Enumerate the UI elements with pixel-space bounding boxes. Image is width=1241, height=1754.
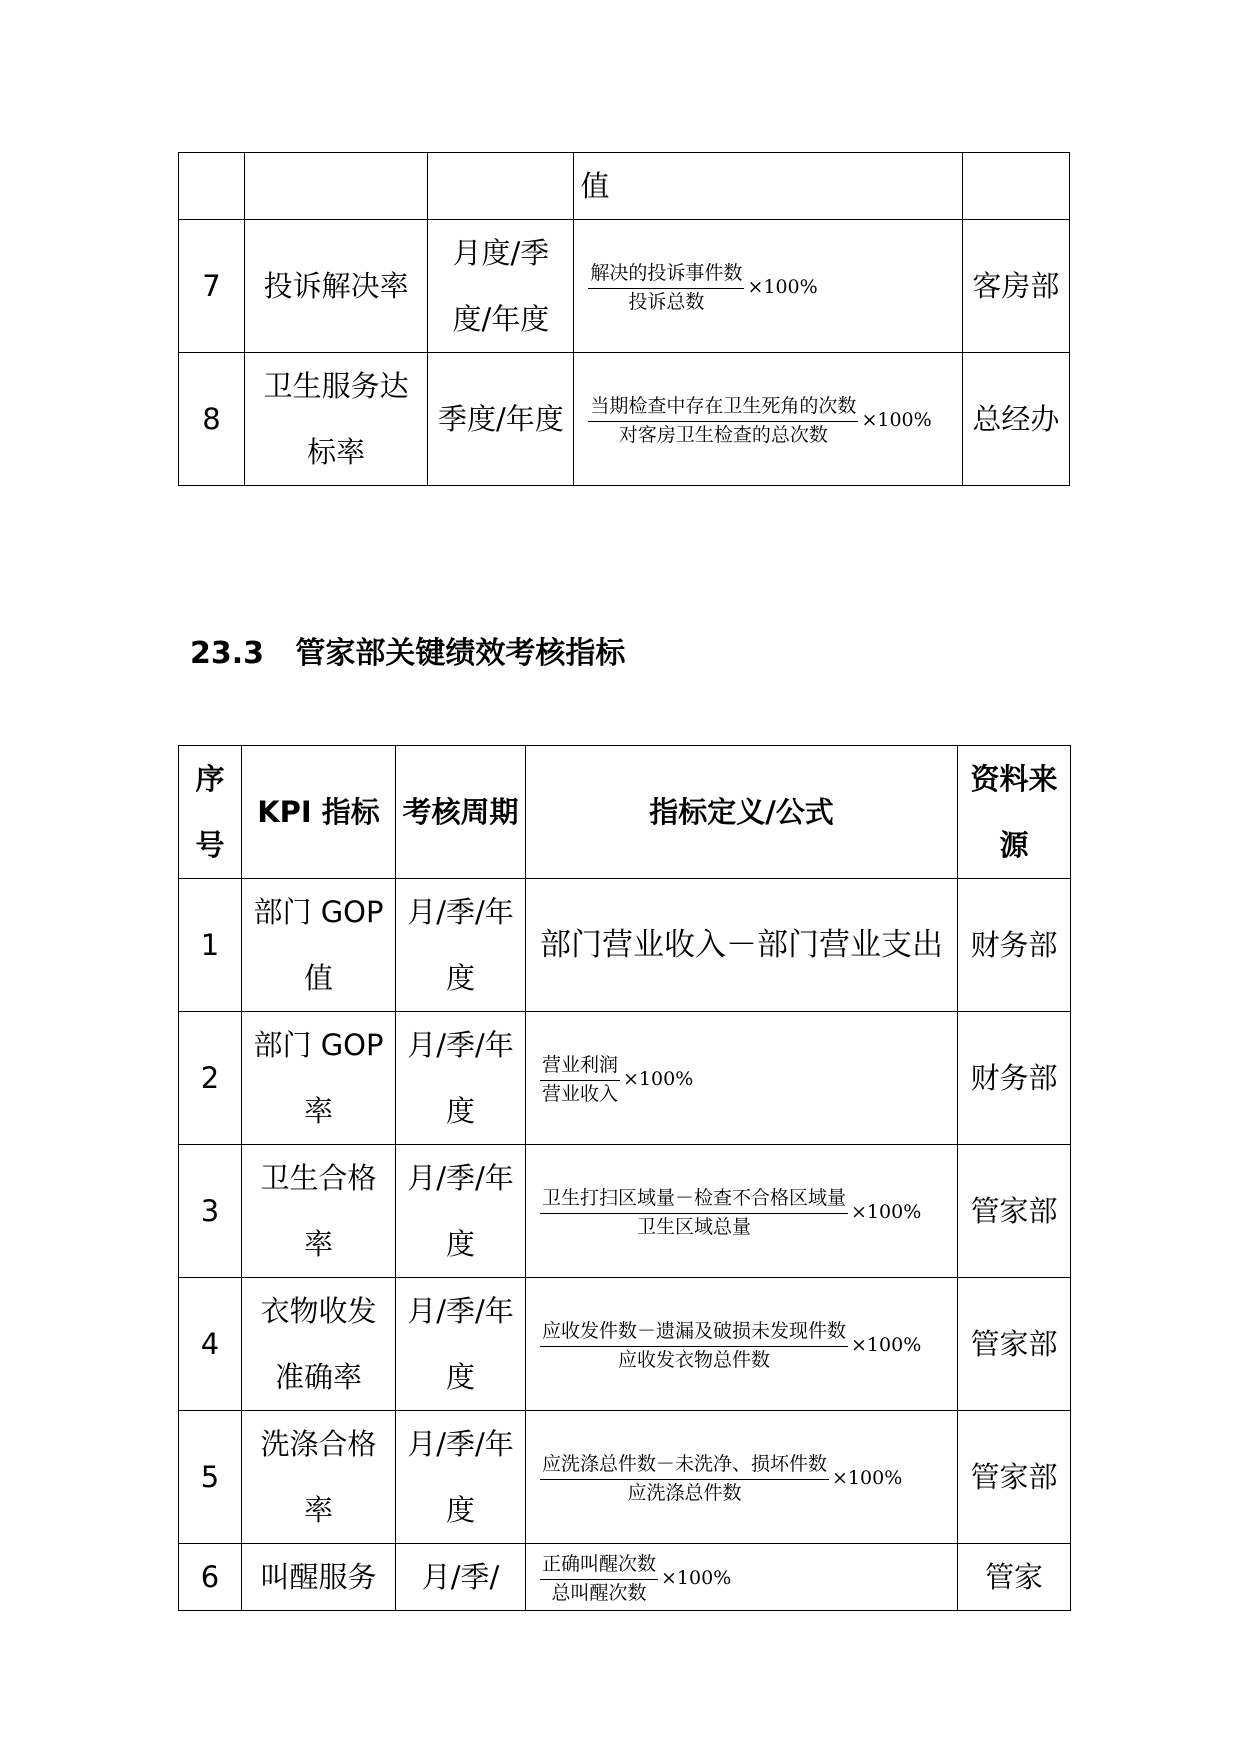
formula-multiplier: ×100% [832,1467,903,1490]
table-row [179,1145,1071,1278]
cell-no: 5 [179,1411,242,1544]
cell-source: 管家部 [958,1145,1071,1278]
cell-period [428,153,574,220]
cell-no: 3 [179,1145,242,1278]
cell-source: 财务部 [958,1012,1071,1145]
formula-numerator: 卫生打扫区域量－检查不合格区域量 [540,1187,848,1214]
formula-fraction [588,262,817,315]
cell-kpi: 叫醒服务 [242,1544,396,1611]
cell-definition: 值 [574,153,962,220]
cell-no: 8 [179,353,245,486]
section-number: 23.3 [190,636,265,671]
header-no: 序号 [179,746,242,879]
cell-period: 月/季/ [396,1544,526,1611]
cell-formula [574,353,962,486]
table-row [179,1411,1071,1544]
formula-multiplier: ×100% [661,1567,732,1590]
formula-fraction [540,1320,921,1373]
header-period: 考核周期 [396,746,526,879]
cell-formula [526,1012,958,1145]
formula-multiplier: ×100% [851,1334,922,1357]
cell-kpi: 衣物收发准确率 [242,1278,396,1411]
cell-kpi: 部门 GOP 值 [242,879,396,1012]
cell-kpi: 卫生合格率 [242,1145,396,1278]
formula-fraction [540,1453,902,1506]
cell-source: 财务部 [958,879,1071,1012]
formula-denominator: 应收发衣物总件数 [618,1348,771,1371]
cell-no: 6 [179,1544,242,1611]
cell-source: 管家 [958,1544,1071,1611]
formula-fraction [540,1187,921,1240]
formula-denominator: 应洗涤总件数 [627,1481,742,1504]
formula-numerator: 营业利润 [540,1054,620,1081]
cell-kpi: 部门 GOP 率 [242,1012,396,1145]
formula-numerator: 应收发件数－遗漏及破损未发现件数 [540,1320,848,1347]
cell-formula [526,1145,958,1278]
formula-fraction [540,1553,731,1606]
formula-multiplier: ×100% [861,409,932,432]
cell-formula [574,220,962,353]
formula-numerator: 应洗涤总件数－未洗净、损坏件数 [540,1453,829,1480]
formula-fraction [588,395,931,448]
cell-period: 月/季/年度 [396,1278,526,1411]
table-row [179,1012,1071,1145]
cell-period: 季度/年度 [428,353,574,486]
continued-kpi-table [178,152,1070,486]
table-row [179,879,1071,1012]
formula-denominator: 营业收入 [542,1082,619,1105]
header-source: 资料来源 [958,746,1071,879]
table-row [179,153,1070,220]
formula-multiplier: ×100% [747,276,818,299]
cell-period: 月度/季度/年度 [428,220,574,353]
table-header-row [179,746,1071,879]
cell-source: 管家部 [958,1278,1071,1411]
cell-no: 4 [179,1278,242,1411]
formula-denominator: 总叫醒次数 [551,1581,647,1604]
cell-kpi: 洗涤合格率 [242,1411,396,1544]
table-row [179,1544,1071,1611]
cell-kpi: 卫生服务达标率 [245,353,428,486]
formula-denominator: 对客房卫生检查的总次数 [618,423,828,446]
section-title: 管家部关键绩效考核指标 [295,636,626,671]
cell-no: 7 [179,220,245,353]
cell-source: 管家部 [958,1411,1071,1544]
cell-period: 月/季/年度 [396,1411,526,1544]
cell-kpi: 投诉解决率 [245,220,428,353]
cell-source: 客房部 [962,220,1069,353]
cell-definition: 部门营业收入－部门营业支出 [526,879,958,1012]
section-heading [190,628,625,672]
table-row [179,220,1070,353]
header-kpi: KPI 指标 [242,746,396,879]
cell-formula [526,1544,958,1611]
formula-numerator: 正确叫醒次数 [540,1553,658,1580]
formula-numerator: 当期检查中存在卫生死角的次数 [588,395,858,422]
formula-multiplier: ×100% [851,1201,922,1224]
cell-source [962,153,1069,220]
cell-period: 月/季/年度 [396,879,526,1012]
formula-denominator: 卫生区域总量 [637,1215,752,1238]
cell-formula [526,1278,958,1411]
formula-denominator: 投诉总数 [628,290,705,313]
formula-multiplier: ×100% [623,1068,694,1091]
table-row [179,353,1070,486]
formula-fraction [540,1054,693,1107]
table-row [179,1278,1071,1411]
cell-source: 总经办 [962,353,1069,486]
cell-period: 月/季/年度 [396,1145,526,1278]
cell-no [179,153,245,220]
cell-no: 1 [179,879,242,1012]
header-definition: 指标定义/公式 [526,746,958,879]
cell-kpi [245,153,428,220]
cell-formula [526,1411,958,1544]
cell-no: 2 [179,1012,242,1145]
cell-period: 月/季/年度 [396,1012,526,1145]
formula-numerator: 解决的投诉事件数 [588,262,744,289]
housekeeping-kpi-table [178,745,1071,1611]
